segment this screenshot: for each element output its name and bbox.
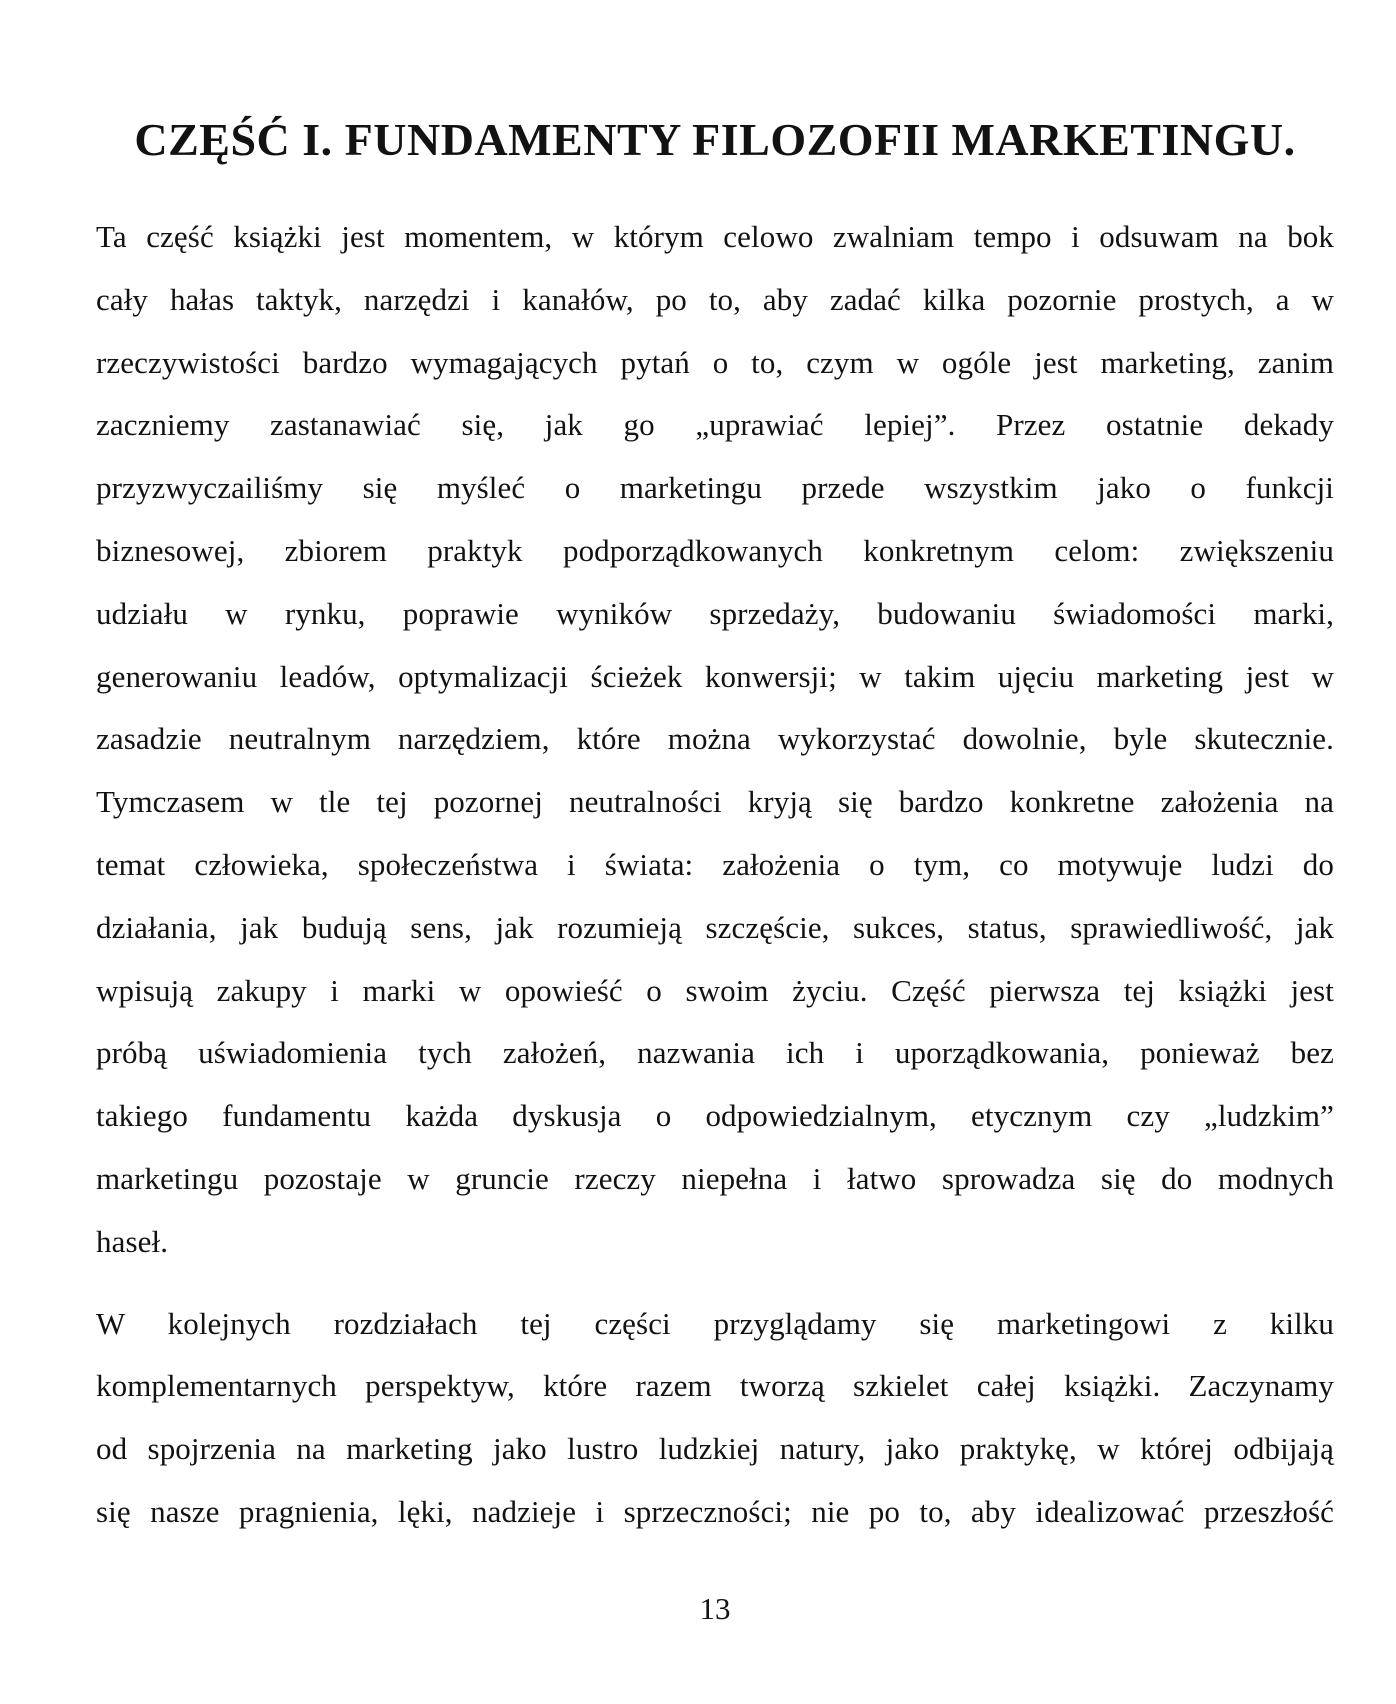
text-line: wpisują zakupy i marki w opowieść o swoim życiu. Część pierwsza tej książki jest [96, 972, 1334, 1008]
text-line: udziału w rynku, poprawie wyników sprzedaży, budowaniu świadomości marki, [96, 595, 1334, 631]
text-line: Ta część książki jest momentem, w którym celowo zwalniam tempo i odsuwam na bok [96, 219, 1334, 254]
text-line: cały hałas taktyk, narzędzi i kanałów, po to, aby zadać kilka pozornie prostych, a w [96, 281, 1334, 317]
text-line: biznesowej, zbiorem praktyk podporządkowanych konkretnym celom: zwiększeniu [96, 532, 1334, 568]
paragraph-intro [96, 206, 1334, 1274]
text-line: przyzwyczailiśmy się myśleć o marketingu przede wszystkim jako o funkcji [96, 470, 1334, 506]
text-line: rzeczywistości bardzo wymagających pytań o to, czym w ogóle jest marketing, zanim [96, 344, 1334, 380]
text-line: generowaniu leadów, optymalizacji ścieżek konwersji; w takim ujęciu marketing jest w [96, 658, 1334, 694]
page-number: 13 [699, 1590, 731, 1626]
text-line: od spojrzenia na marketing jako lustro ludzkiej natury, jako praktykę, w której odbijają [96, 1431, 1334, 1467]
page-content [96, 0, 1334, 1641]
text-line: temat człowieka, społeczeństwa i świata: założenia o tym, co motywuje ludzi do [96, 846, 1334, 882]
text-line: próbą uświadomienia tych założeń, nazwania ich i uporządkowania, ponieważ bez [96, 1035, 1334, 1071]
page-footer [96, 1578, 1334, 1641]
text-line: zasadzie neutralnym narzędziem, które można wykorzystać dowolnie, byle skutecznie. [96, 721, 1334, 757]
paragraph-overview [96, 1293, 1334, 1544]
text-line: komplementarnych perspektyw, które razem tworzą szkielet całej książki. Zaczynamy [96, 1368, 1334, 1404]
text-line: takiego fundamentu każda dyskusja o odpowiedzialnym, etycznym czy „ludzkim” [96, 1098, 1334, 1134]
text-line: haseł. [96, 1223, 169, 1259]
text-line: się nasze pragnienia, lęki, nadzieje i sprzeczności; nie po to, aby idealizować przeszłość [96, 1493, 1334, 1529]
body-text [96, 206, 1334, 1544]
section-title: CZĘŚĆ I. FUNDAMENTY FILOZOFII MARKETINGU. [134, 114, 1296, 165]
text-line: W kolejnych rozdziałach tej części przyglądamy się marketingowi z kilku [96, 1305, 1334, 1341]
text-line: marketingu pozostaje w gruncie rzeczy niepełna i łatwo sprowadza się do modnych [96, 1160, 1334, 1196]
text-line: zaczniemy zastanawiać się, jak go „uprawiać lepiej”. Przez ostatnie dekady [96, 407, 1334, 443]
text-line: Tymczasem w tle tej pozornej neutralności kryją się bardzo konkretne założenia na [96, 784, 1334, 820]
text-line: działania, jak budują sens, jak rozumieją szczęście, sukces, status, sprawiedliwość, jak [96, 909, 1334, 945]
